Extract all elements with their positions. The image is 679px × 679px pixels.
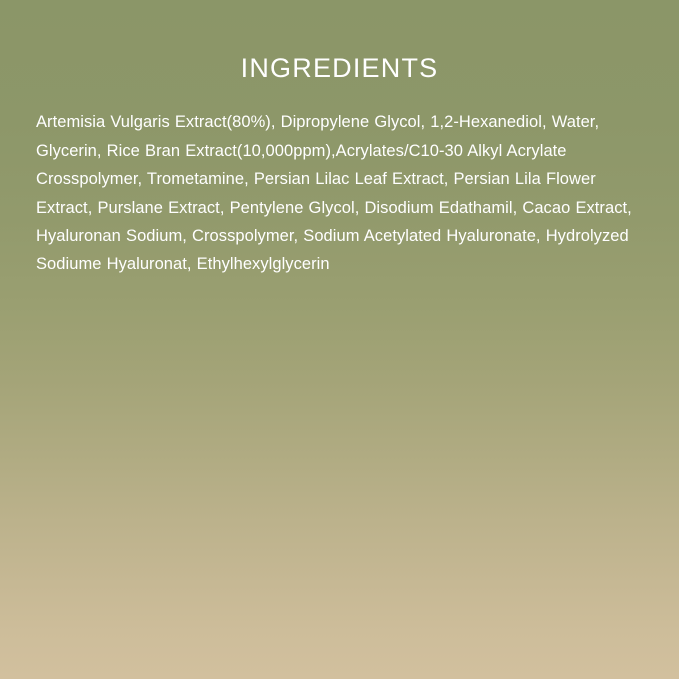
page-title: INGREDIENTS (240, 53, 439, 83)
ingredients-list-text: Artemisia Vulgaris Extract(80%), Dipropylene Glycol, 1,2-Hexanediol, Water, Glycerin, Rice Bran Extract(10,000ppm),Acrylates/C10-30 Alkyl Acrylate Crosspolymer, Trometamine, Persian Lilac Leaf Extract, Persian Lila Flower Extract, Purslane Extract, Pentylene Glycol, Disodium Edathamil, Cacao Extract, Hyaluronan Sodium, Crosspolymer, Sodium Acetylated Hyaluronate, Hydrolyzed Sodiume Hyaluronat, Ethylhexylglycerin (36, 113, 632, 274)
